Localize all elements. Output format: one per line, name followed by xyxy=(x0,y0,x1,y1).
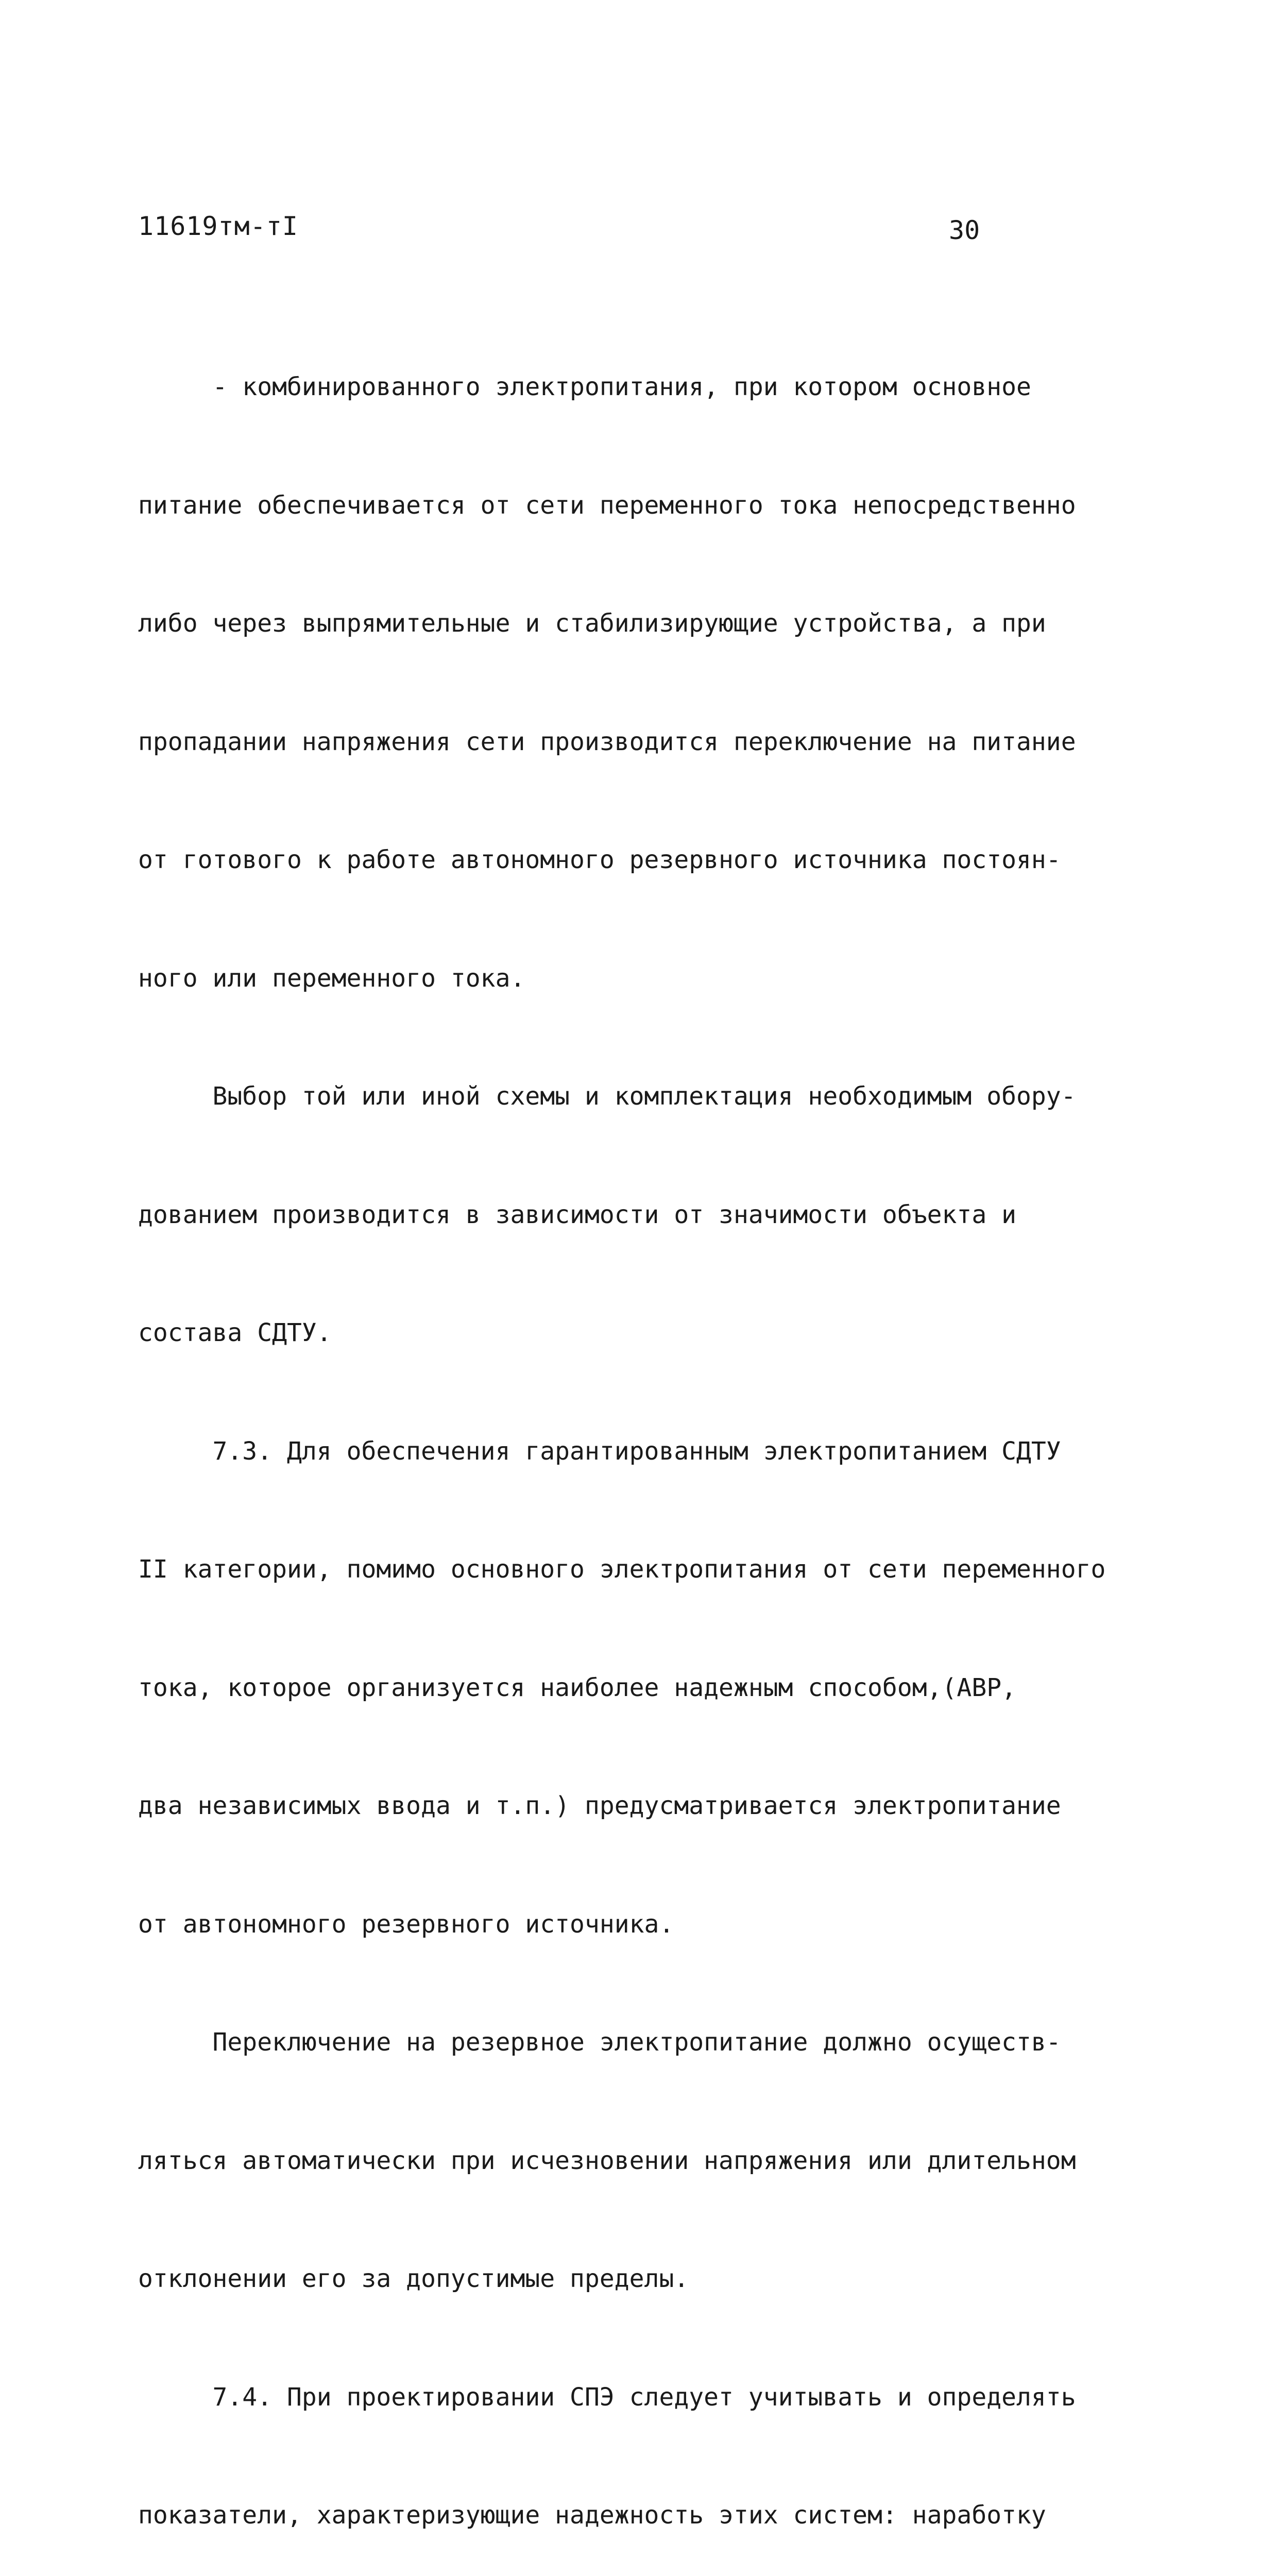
text-line: - комбинированного электропитания, при котором основное xyxy=(138,372,1031,401)
text-line: ляться автоматически при исчезновении напряжения или длительном xyxy=(138,2146,1076,2175)
text-line: отклонении его за допустимые пределы. xyxy=(138,2264,689,2293)
document-code: 11619тм-тI xyxy=(138,211,299,241)
text-line: 7.4. При проектировании СПЭ следует учитывать и определять xyxy=(138,2382,1076,2412)
text-line: от готового к работе автономного резервного источника постоян- xyxy=(138,845,1061,874)
text-line: состава СДТУ. xyxy=(138,1318,332,1347)
text-line: Выбор той или иной схемы и комплектация необходимым обору- xyxy=(138,1082,1076,1111)
text-line: II категории, помимо основного электропитания от сети переменного xyxy=(138,1555,1106,1584)
text-line: либо через выпрямительные и стабилизирующие устройства, а при xyxy=(138,609,1046,638)
text-line: дованием производится в зависимости от значимости объекта и xyxy=(138,1200,1017,1229)
document-body xyxy=(138,289,1163,2576)
text-line: показатели, характеризующие надежность этих систем: наработку xyxy=(138,2501,1046,2530)
text-line: два независимых ввода и т.п.) предусматривается электропитание xyxy=(138,1791,1061,1820)
page-number: 30 xyxy=(949,215,980,245)
text-line: 7.3. Для обеспечения гарантированным электропитанием СДТУ xyxy=(138,1436,1061,1466)
text-line: тока, которое организуется наиболее надежным способом,(АВР, xyxy=(138,1673,1017,1702)
text-line: ного или переменного тока. xyxy=(138,963,525,993)
text-line: от автономного резервного источника. xyxy=(138,1909,674,1939)
text-line: пропадании напряжения сети производится переключение на питание xyxy=(138,727,1076,756)
text-line: Переключение на резервное электропитание должно осуществ- xyxy=(138,2028,1061,2057)
text-line: питание обеспечивается от сети переменного тока непосредственно xyxy=(138,490,1076,520)
